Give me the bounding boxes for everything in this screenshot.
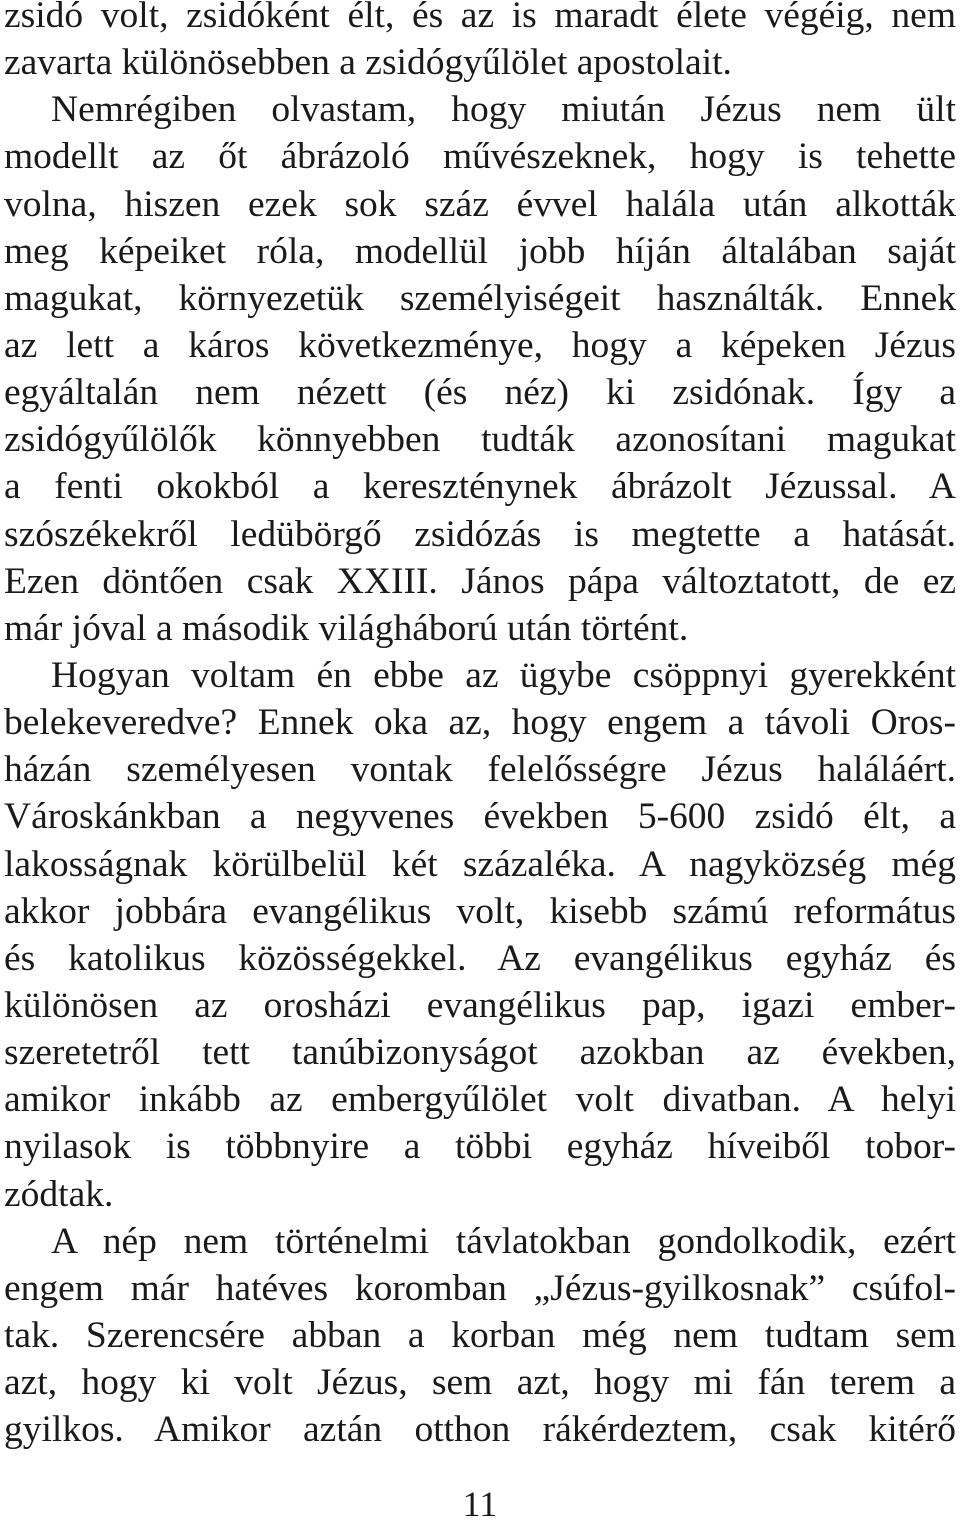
text-line: szószékekről ledübörgő zsidózás is megtette a hatását. [4, 513, 956, 555]
text-line: volna, hiszen ezek sok száz évvel halála után alkották [4, 183, 956, 225]
text-line: nyilasok is többnyire a többi egyház híveiből tobor- [4, 1126, 956, 1168]
text-line: Városkánkban a negyvenes években 5-600 zsidó élt, a [4, 796, 956, 838]
text-line: lakosságnak körülbelül két százaléka. A nagyközség még [4, 843, 956, 885]
text-line: amikor inkább az embergyűlölet volt divatban. A helyi [4, 1079, 956, 1121]
text-line: azt, hogy ki volt Jézus, sem azt, hogy mi fán terem a [4, 1362, 956, 1404]
text-line: zsidógyűlölők könnyebben tudták azonosítani magukat [4, 419, 956, 461]
text-line: Hogyan voltam én ebbe az ügybe csöppnyi gyerekként [51, 654, 956, 696]
text-line: tak. Szerencsére abban a korban még nem tudtam sem [4, 1314, 956, 1356]
text-line: meg képeiket róla, modellül jobb híján általában saját [4, 230, 956, 272]
text-line: különösen az orosházi evangélikus pap, igazi ember- [4, 984, 956, 1026]
text-line: Nemrégiben olvastam, hogy miután Jézus nem ült [51, 89, 956, 131]
text-line: zavarta különösebben a zsidógyűlölet apostolait. [4, 42, 732, 84]
text-line: A nép nem történelmi távlatokban gondolkodik, ezért [51, 1220, 956, 1262]
page-number: 11 [462, 1484, 498, 1524]
text-line: és katolikus közösségekkel. Az evangélikus egyház és [4, 937, 956, 979]
text-line: már jóval a második világháború után történt. [4, 607, 689, 649]
text-line: magukat, környezetük személyiségeit használták. Ennek [4, 277, 956, 319]
text-line: zódtak. [4, 1173, 114, 1215]
text-line: zsidó volt, zsidóként élt, és az is maradt élete végéig, nem [4, 0, 956, 36]
text-line: házán személyesen vontak felelősségre Jézus haláláért. [4, 749, 956, 791]
text-line: modellt az őt ábrázoló művészeknek, hogy is tehette [4, 136, 956, 178]
text-line: az lett a káros következménye, hogy a képeken Jézus [4, 324, 956, 366]
body-text [4, 0, 956, 1453]
text-line: egyáltalán nem nézett (és néz) ki zsidónak. Így a [4, 372, 956, 414]
text-line: akkor jobbára evangélikus volt, kisebb számú református [4, 890, 956, 932]
text-line: Ezen döntően csak XXIII. János pápa változtatott, de ez [4, 560, 956, 602]
text-line: engem már hatéves koromban „Jézus-gyilkosnak” csúfol- [4, 1267, 956, 1309]
text-line: gyilkos. Amikor aztán otthon rákérdeztem, csak kitérő [4, 1409, 956, 1451]
text-line: belekeveredve? Ennek oka az, hogy engem a távoli Oros- [4, 702, 956, 744]
text-line: szeretetről tett tanúbizonyságot azokban az években, [4, 1032, 956, 1074]
text-line: a fenti okokból a kereszténynek ábrázolt Jézussal. A [4, 466, 956, 508]
